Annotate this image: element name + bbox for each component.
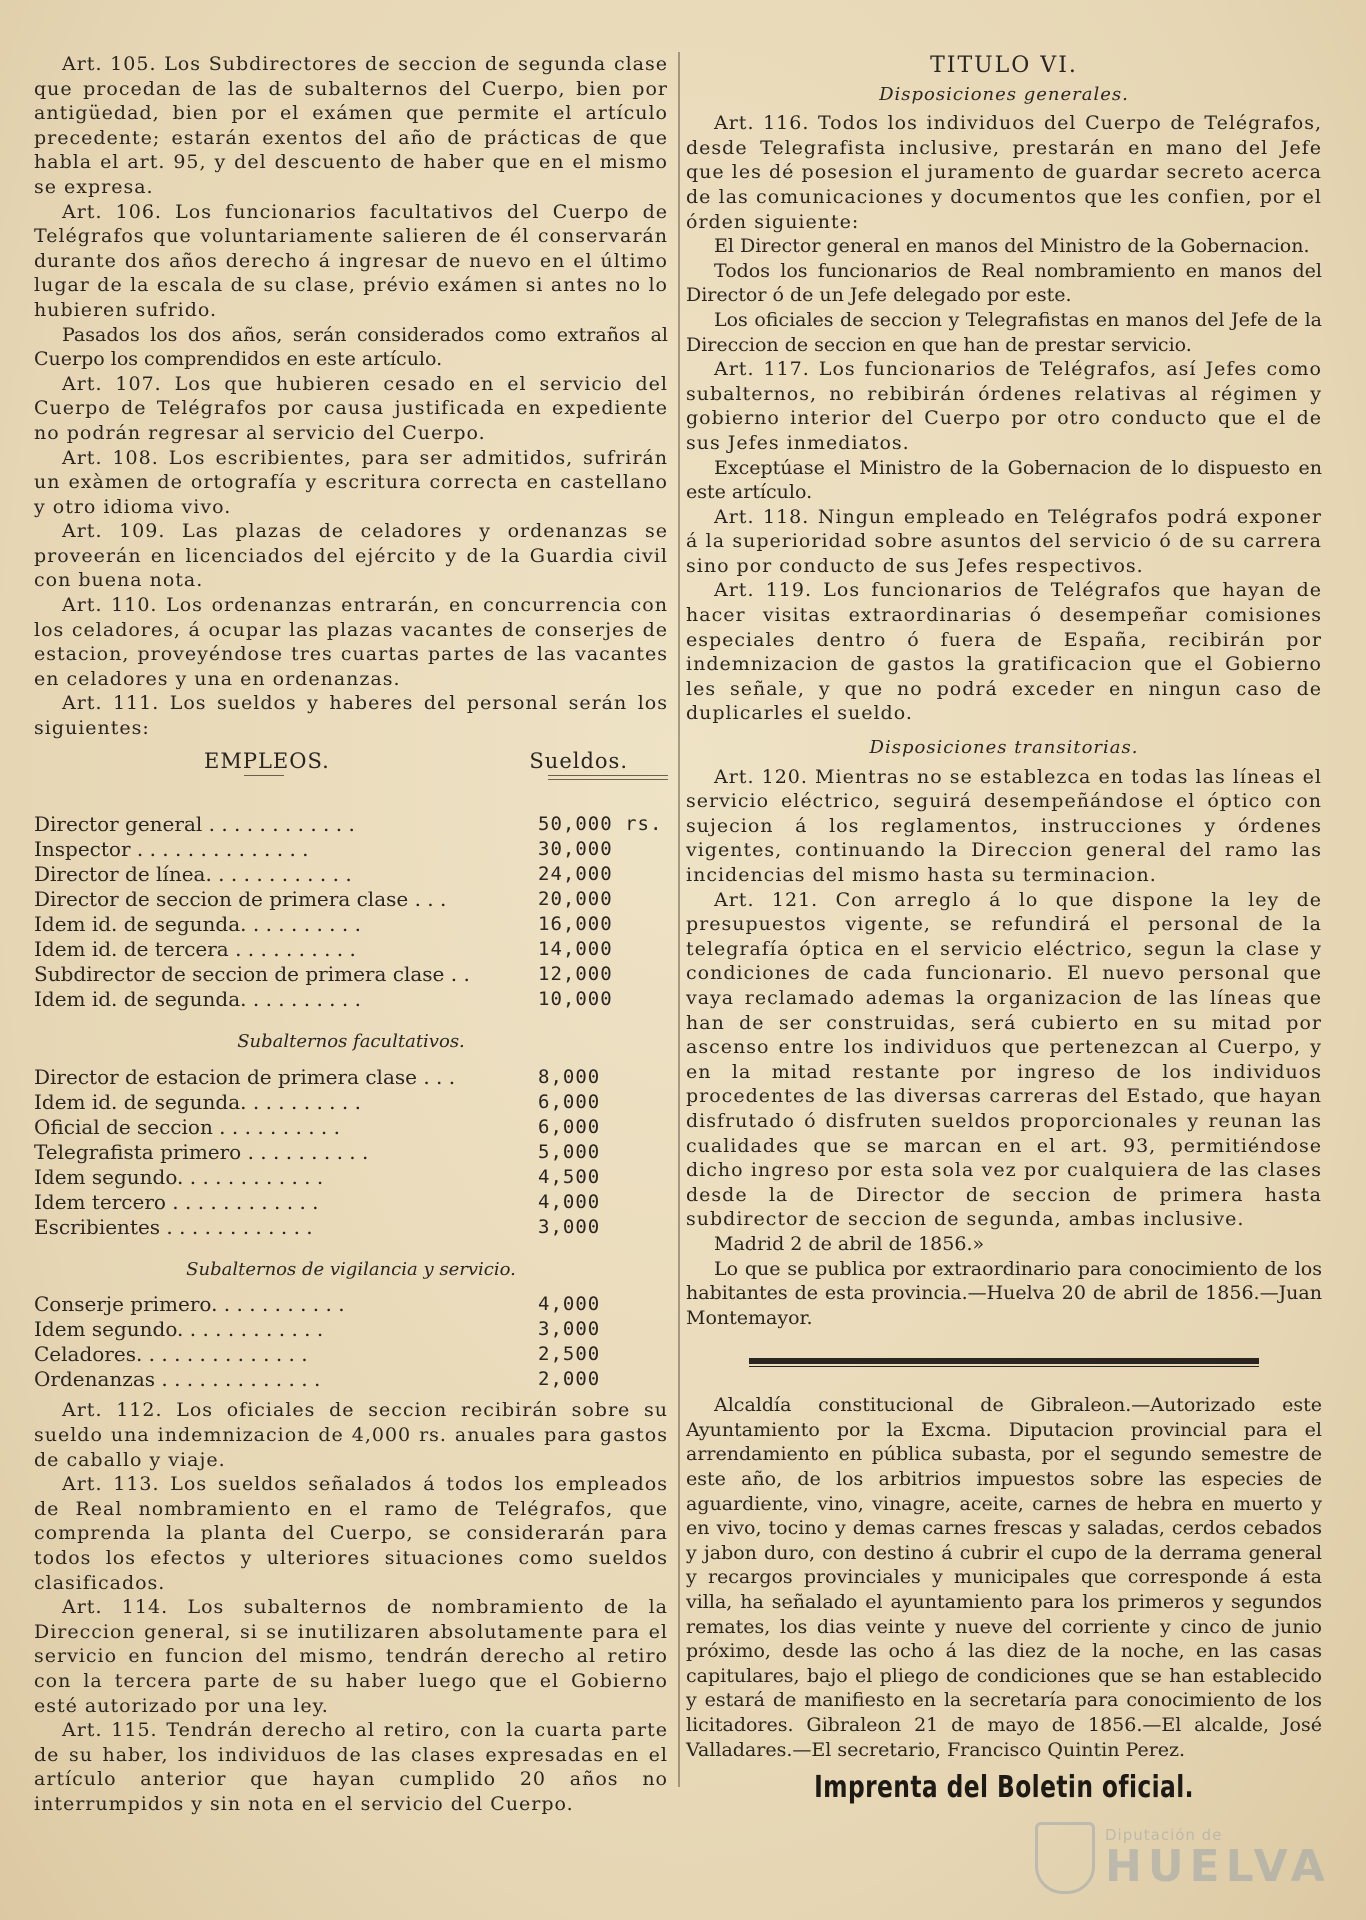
group-title-facultativos: Subalternos facultativos. [237, 1031, 465, 1053]
article-116-item-3: Los oficiales de seccion y Telegrafistas en manos del Jefe de la Direccion de seccion en que han de prestar servicio. [686, 308, 1322, 356]
table-row [34, 1215, 668, 1240]
section-separator [749, 1358, 1259, 1367]
coat-of-arms-icon [1035, 1822, 1095, 1894]
row-value: 6,000 [538, 1090, 601, 1113]
row-label: Inspector . . . . . . . . . . . . . . [34, 837, 309, 862]
article-112: Art. 112. Los oficiales de seccion recibirán sobre su sueldo una indemnizacion de 4,000 rs. anuales para gastos de caballo y viaje. [34, 1399, 668, 1471]
article-121: Art. 121. Con arreglo á lo que dispone la ley de presupuestos vigente, se refundirá el personal de la telegrafía óptica en el servicio eléctrico, segun la clase y condiciones de cada funcionario. El nuevo personal que vaya reclamado ademas la organizacion de las líneas que han de ser construidas, será cubierto en su mitad por ascenso entre los individuos que pertenezcan al Cuerpo, y en la mitad restante por ingreso de los individuos procedentes de las diversas carreras del Estado, que hayan disfrutado ó disfruten sueldos proporcionales y reunan las cualidades que se marcan en el art. 93, permitiéndose dicho ingreso por esta sola vez por cualquiera de las clases desde la de Director de seccion de primera hasta subdirector de seccion de segunda, ambas inclusive. [686, 888, 1322, 1231]
article-119: Art. 119. Los funcionarios de Telégrafos que hayan de hacer visitas extraordinarias ó desempeñar comisiones especiales dentro ó fuera de España, recibirán por indemnizacion de gastos la gratificacion que el Gobierno les señale, y que no podrá exceder en ningun caso de duplicarles el sueldo. [686, 579, 1322, 725]
row-value: 5,000 [538, 1140, 601, 1163]
left-column [34, 52, 668, 1817]
row-label: Director de línea. . . . . . . . . . . . [34, 862, 352, 887]
right-column [686, 52, 1322, 1762]
article-111: Art. 111. Los sueldos y haberes del personal serán los siguientes: [34, 692, 668, 740]
row-label: Subdirector de seccion de primera clase . . [34, 962, 470, 987]
watermark-text [1105, 1826, 1331, 1890]
article-110: Art. 110. Los ordenanzas entrarán, en concurrencia con los celadores, á ocupar las plazas vacantes de conserjes de estacion, proveyéndose tres cuartas partes de las vacantes en celadores y una en ordenanzas. [34, 594, 668, 690]
row-label: Celadores. . . . . . . . . . . . . . [34, 1342, 308, 1367]
group-title-vigilancia: Subalternos de vigilancia y servicio. [186, 1258, 516, 1280]
row-value: 16,000 [538, 913, 613, 936]
salary-group-3 [34, 1292, 668, 1392]
article-113: Art. 113. Los sueldos señalados á todos los empleados de Real nombramiento en el ramo de Telégrafos, que comprenda la planta del Cuerpo, se considerarán para todos los efectos y ulteriores situaciones como sueldos clasificados. [34, 1473, 668, 1594]
article-116: Art. 116. Todos los individuos del Cuerpo de Telégrafos, desde Telegrafista inclusive, prestarán en mano del Jefe que les dé posesion el juramento de guardar secreto acerca de las comunicaciones y documentos que les confien, por el órden siguiente: [686, 112, 1322, 233]
publication-note: Lo que se publica por extraordinario para conocimiento de los habitantes de esta provincia.—Huelva 20 de abril de 1856.—Juan Montemayor. [686, 1257, 1322, 1329]
row-value: 50,000 rs. [538, 813, 663, 836]
article-106: Art. 106. Los funcionarios facultativos del Cuerpo de Telégrafos que voluntariamente salieren de él conservarán durante dos años derecho á ingresar de nuevo en el último lugar de la escala de su clase, prévio exámen si antes no lo hubieren sufrido. [34, 200, 668, 321]
column-header-sueldos: Sueldos. [529, 748, 628, 773]
row-value: 4,000 [538, 1190, 601, 1213]
row-value: 30,000 [538, 838, 613, 861]
article-117: Art. 117. Los funcionarios de Telégrafos, así Jefes como subalternos, no rebibirán órdenes relativas al régimen y gobierno interior del Cuerpo por otro conducto que el de sus Jefes inmediatos. [686, 358, 1322, 454]
row-value: 24,000 [538, 863, 613, 886]
table-header-rule [34, 775, 668, 780]
row-label: Telegrafista primero . . . . . . . . . . [34, 1139, 369, 1164]
table-row [34, 1190, 668, 1215]
article-117-exception: Exceptúase el Ministro de la Gobernacion de lo dispuesto en este artículo. [686, 456, 1322, 504]
section-subtitle-transitorias: Disposiciones transitorias. [869, 737, 1139, 759]
article-108: Art. 108. Los escribientes, para ser admitidos, sufrirán un exàmen de ortografía y escritura correcta en castellano y otro idioma vivo. [34, 446, 668, 518]
row-value: 12,000 [538, 963, 613, 986]
table-row [34, 962, 668, 987]
row-value: 4,000 [538, 1293, 601, 1316]
article-116-item-2: Todos los funcionarios de Real nombramiento en manos del Director ó de un Jefe delegado por este. [686, 259, 1322, 307]
row-value: 3,000 [538, 1215, 601, 1238]
gibraleon-notice: Alcaldía constitucional de Gibraleon.—Autorizado este Ayuntamiento por la Excma. Diputacion provincial para el arrendamiento en pública subasta, por el segundo semestre de este año, de los arbitrios impuestos sobre las especies de aguardiente, vino, vinagre, aceite, carnes de hebra en muerto y en vivo, tocino y demas carnes frescas y saladas, cerdos cebados y jabon duro, con destino á cubrir el cupo de la derrama general y recargos provinciales y municipales que corresponde á esta villa, ha señalado el ayuntamiento para los primeros y segundos remates, los dias veinte y nueve del corriente y cinco de junio próximo, desde las ocho á las diez de la noche, en las casas capitulares, bajo el pliego de condiciones que se han establecido y estará de manifiesto en la secretaría para conocimiento de los licitadores. Gibraleon 21 de mayo de 1856.—El alcalde, José Valladares.—El secretario, Francisco Quintin Perez. [686, 1394, 1322, 1761]
table-row [34, 862, 668, 887]
article-107: Art. 107. Los que hubieren cesado en el servicio del Cuerpo de Telégrafos por causa justificada en expediente no podrán regresar al servicio del Cuerpo. [34, 372, 668, 444]
row-label: Idem segundo. . . . . . . . . . . . [34, 1317, 324, 1342]
salary-group-1 [34, 812, 668, 1012]
row-label: Idem id. de segunda. . . . . . . . . . [34, 987, 361, 1012]
archive-watermark [1035, 1822, 1331, 1894]
article-109: Art. 109. Las plazas de celadores y ordenanzas se proveerán en licenciados del ejército y de la Guardia civil con buena nota. [34, 520, 668, 592]
row-label: Idem id. de segunda. . . . . . . . . . [34, 1089, 361, 1114]
table-row [34, 837, 668, 862]
row-value: 14,000 [538, 938, 613, 961]
row-label: Director general . . . . . . . . . . . . [34, 812, 355, 837]
table-row [34, 1317, 668, 1342]
rule-short [244, 775, 284, 776]
section-subtitle-generales: Disposiciones generales. [879, 83, 1129, 105]
table-row [34, 1115, 668, 1140]
table-row [34, 1342, 668, 1367]
table-row [34, 1140, 668, 1165]
row-value: 4,500 [538, 1165, 601, 1188]
dateline: Madrid 2 de abril de 1856.» [714, 1232, 985, 1255]
row-value: 10,000 [538, 988, 613, 1011]
table-row [34, 1292, 668, 1317]
column-header-empleos: EMPLEOS. [204, 748, 330, 773]
table-row [34, 887, 668, 912]
row-label: Director de estacion de primera clase . . . [34, 1064, 456, 1089]
table-row [34, 912, 668, 937]
row-label: Idem id. de tercera . . . . . . . . . . [34, 937, 356, 962]
row-value: 8,000 [538, 1065, 601, 1088]
row-value: 20,000 [538, 888, 613, 911]
watermark-small-text: Diputación de [1105, 1826, 1223, 1844]
row-value: 3,000 [538, 1318, 601, 1341]
printer-imprint: Imprenta del Boletin oficial. [814, 1770, 1194, 1805]
row-label: Idem tercero . . . . . . . . . . . . [34, 1189, 319, 1214]
row-value: 6,000 [538, 1115, 601, 1138]
row-label: Escribientes . . . . . . . . . . . . [34, 1214, 313, 1239]
table-row [34, 1065, 668, 1090]
watermark-big-text: HUELVA [1105, 1841, 1331, 1892]
column-divider [678, 52, 680, 1787]
article-114: Art. 114. Los subalternos de nombramiento de la Direccion general, si se inutilizaren absolutamente para el servicio en funcion del mismo, tendrán derecho al retiro con la tercera parte de su haber luego que el Gobierno esté autorizado por una ley. [34, 1596, 668, 1717]
salary-group-2 [34, 1065, 668, 1240]
rule-double [548, 775, 668, 780]
section-title: TITULO VI. [930, 53, 1078, 78]
row-label: Director de seccion de primera clase . . . [34, 887, 447, 912]
article-105: Art. 105. Los Subdirectores de seccion de segunda clase que procedan de las de subalternos del Cuerpo, bien por antigüedad, bien por el exámen que permite el artículo precedente; estarán exentos del año de prácticas de que habla el art. 95, y del descuento de haber que en el mismo se expresa. [34, 53, 668, 198]
article-116-item-1: El Director general en manos del Ministro de la Gobernacion. [714, 235, 1310, 258]
row-label: Ordenanzas . . . . . . . . . . . . . [34, 1367, 321, 1392]
table-row [34, 1090, 668, 1115]
article-115: Art. 115. Tendrán derecho al retiro, con la cuarta parte de su haber, los individuos de las clases expresadas en el artículo anterior que hayan cumplido 20 años no interrumpidos y sin nota en el servicio del Cuerpo. [34, 1719, 668, 1815]
table-row [34, 937, 668, 962]
row-label: Idem segundo. . . . . . . . . . . . [34, 1164, 324, 1189]
row-label: Idem id. de segunda. . . . . . . . . . [34, 912, 361, 937]
table-row [34, 1165, 668, 1190]
article-118: Art. 118. Ningun empleado en Telégrafos podrá exponer á la superioridad sobre asuntos del servicio ó de su carrera sino por conducto de sus Jefes respectivos. [686, 505, 1322, 577]
row-label: Conserje primero. . . . . . . . . . . [34, 1292, 345, 1317]
table-row [34, 1367, 668, 1392]
article-120: Art. 120. Mientras no se establezca en todas las líneas el servicio eléctrico, seguirá desempeñándose el óptico con sujecion á los reglamentos, instrucciones y órdenes vigentes, continuando la Direccion general del ramo las incidencias del mismo hasta su terminacion. [686, 765, 1322, 886]
table-row [34, 987, 668, 1012]
salary-table-header [34, 749, 668, 774]
row-label: Oficial de seccion . . . . . . . . . . [34, 1114, 340, 1139]
row-value: 2,500 [538, 1343, 601, 1366]
table-row [34, 812, 668, 837]
article-106-paragraph: Pasados los dos años, serán considerados como extraños al Cuerpo los comprendidos en este artículo. [34, 323, 668, 371]
row-value: 2,000 [538, 1368, 601, 1391]
